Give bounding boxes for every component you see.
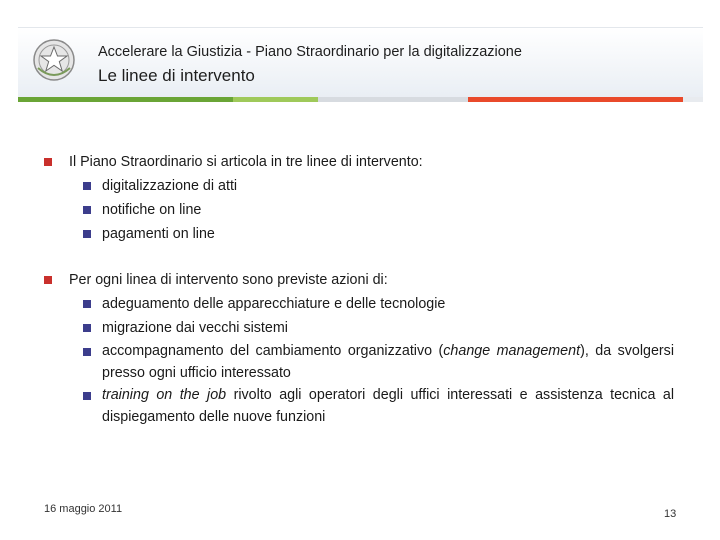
stripe-segment-red <box>468 97 683 102</box>
sub-bullet-item: pagamenti on line <box>44 222 674 246</box>
sub-bullet-text: ), da svolgersi presso ogni ufficio interessato <box>102 343 674 381</box>
page-number: 13 <box>664 508 677 520</box>
slide-header <box>18 27 703 98</box>
stripe-segment-grey <box>318 97 468 102</box>
slide-title: Le linee di intervento <box>98 66 255 85</box>
sub-bullet-emphasis: change management <box>443 343 581 359</box>
stripe-segment-light <box>683 97 703 102</box>
stripe-segment-green <box>18 97 233 102</box>
sub-bullet-item <box>44 384 674 428</box>
bullet-item: Il Piano Straordinario si articola in tre linee di intervento: <box>44 150 674 174</box>
stripe-segment-lightgreen <box>233 97 318 102</box>
italian-republic-emblem-icon <box>32 38 76 82</box>
presentation-subtitle: Accelerare la Giustizia - Piano Straordinario per la digitalizzazione <box>98 44 522 60</box>
bullet-item: Per ogni linea di intervento sono previste azioni di: <box>44 268 674 292</box>
footer-date: 16 maggio 2011 <box>44 503 123 515</box>
sub-bullet-item: digitalizzazione di atti <box>44 174 674 198</box>
sub-bullet-emphasis: training on the job <box>102 387 227 403</box>
slide-body <box>44 150 674 428</box>
sub-bullet-item: adeguamento delle apparecchiature e delle tecnologie <box>44 292 674 316</box>
header-color-stripe <box>18 97 703 102</box>
sub-bullet-text: accompagnamento del cambiamento organizzativo ( <box>102 343 444 359</box>
sub-bullet-item: notifiche on line <box>44 198 674 222</box>
sub-bullet-text: rivolto agli operatori degli uffici interessati e assistenza tecnica al dispiegamento delle nuove funzioni <box>102 387 674 425</box>
spacer <box>44 246 674 268</box>
sub-bullet-item: migrazione dai vecchi sistemi <box>44 316 674 340</box>
sub-bullet-item <box>44 340 674 384</box>
